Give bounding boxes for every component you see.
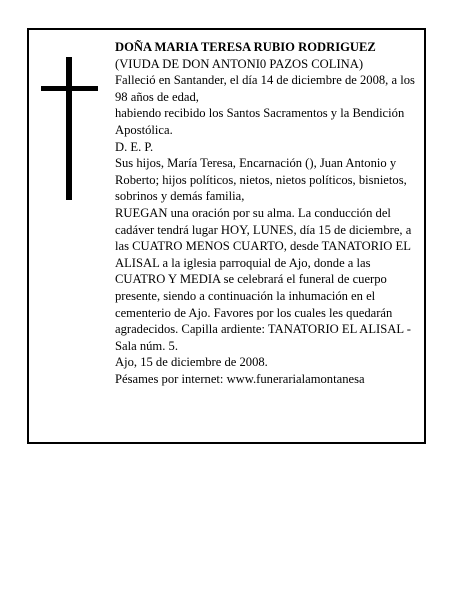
condolences-line: Pésames por internet: www.funerarialamontanesa <box>115 371 365 386</box>
cross-vertical-bar <box>66 57 72 200</box>
dep-line: D. E. P. <box>115 139 154 154</box>
widow-line: (VIUDA DE DON ANTONI0 PAZOS COLINA) <box>115 56 364 71</box>
family-list: Sus hijos, María Teresa, Encarnación (), Juan Antonio y Roberto; hijos políticos, nietos, nietos políticos, bisnietos, sobrinos y demás familia, <box>115 156 407 204</box>
sacraments-statement: habiendo recibido los Santos Sacramentos y la Bendición Apostólica. <box>115 106 405 137</box>
funeral-request: RUEGAN una oración por su alma. La conducción del cadáver tendrá lugar HOY, LUNES, día 15 de diciembre, a las CUATRO MENOS CUARTO, desde TANATORIO EL ALISAL a la iglesia parroquial de Ajo, donde a las CUATRO Y MEDIA se celebrará el funeral de cuerpo presente, siendo a continuación la inhumación en el cementerio de Ajo. Favores por los cuales les quedarán agradecidos. Capilla ardiente: TANATORIO EL ALISAL - Sala núm. 5. <box>115 205 412 353</box>
death-statement: Falleció en Santander, el día 14 de diciembre de 2008, a los 98 años de edad, <box>115 73 415 104</box>
cross-horizontal-bar <box>41 86 98 91</box>
notice-text <box>115 39 423 387</box>
obituary-notice <box>27 28 426 444</box>
deceased-name: DOÑA MARIA TERESA RUBIO RODRIGUEZ <box>115 40 376 54</box>
place-date: Ajo, 15 de diciembre de 2008. <box>115 355 268 370</box>
